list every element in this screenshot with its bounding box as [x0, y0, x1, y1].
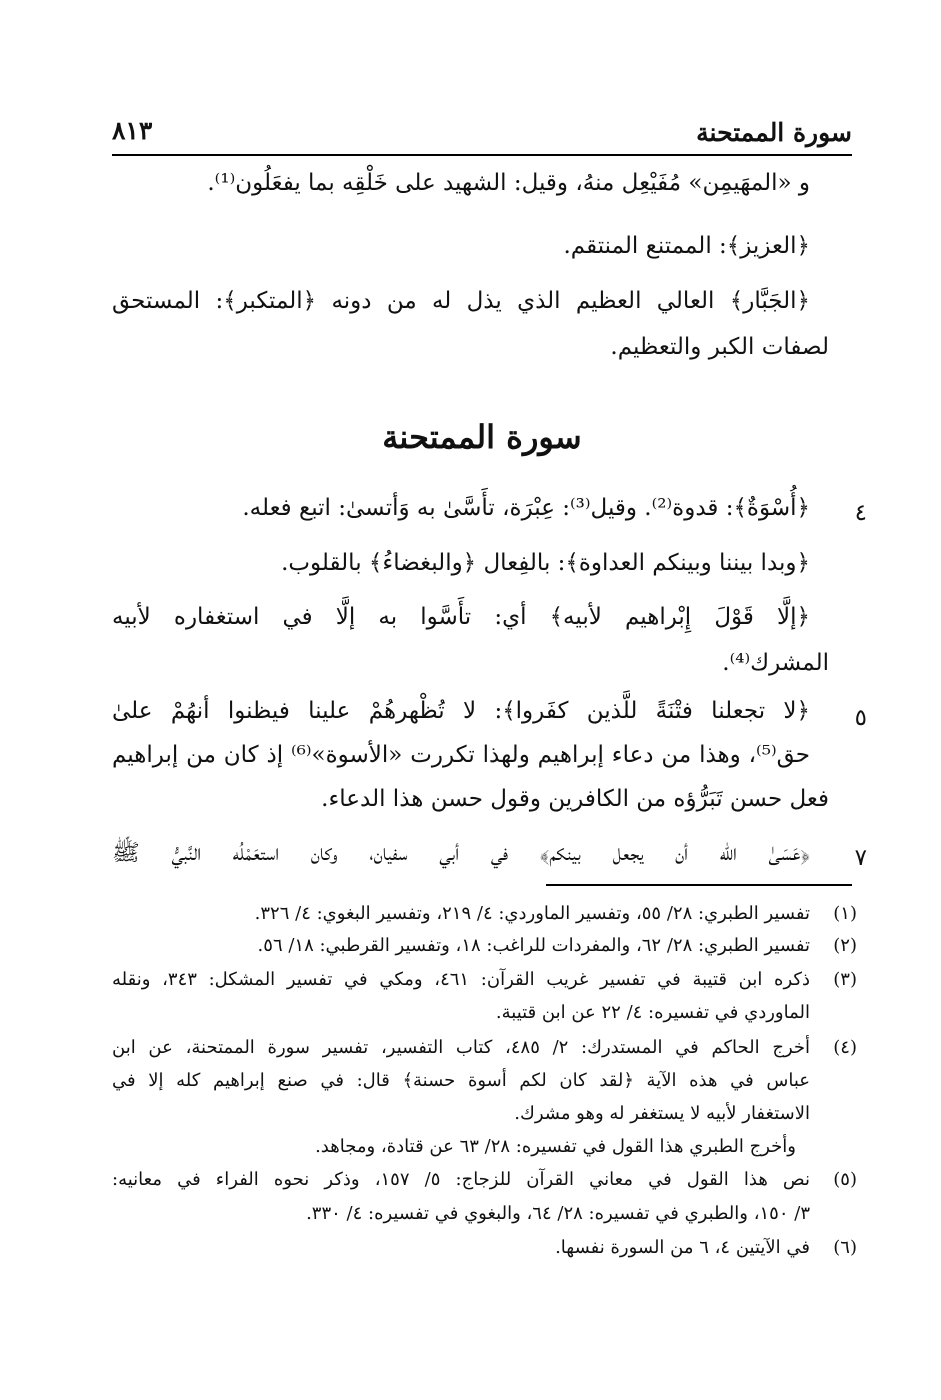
- footnote-line: الماوردي في تفسيره: ٤/ ٢٢ عن ابن قتيبة.: [495, 1002, 810, 1023]
- text-line: ﴿عَسَىٰ الله أن يجعل بينكم﴾ في أبي سفيان، وكان استعَمْلُه النَّبيُّ ﷺ: [112, 840, 810, 866]
- footnote-line: وأخرج الطبري هذا القول في تفسيره: ٢٨/ ٦٣ عن قتادة، ومجاهد.: [315, 1136, 796, 1157]
- text-line: ﴿أُسْوَةٌ﴾: قدوة⁽²⁾. وقيل⁽³⁾: عِبْرَة، تأَسَّىٰ به وَأتسىٰ: اتبع فعله.: [242, 495, 810, 521]
- footnote-line: الاستغفار لأبيه لا يستغفر له وهو مشرك.: [514, 1103, 810, 1124]
- footnote-line: ذكره ابن قتيبة في تفسير غريب القرآن: ٤٦١، ومكي في تفسير المشكل: ٣٤٣، ونقله: [112, 969, 810, 990]
- footnote-line: تفسير الطبري: ٢٨/ ٦٢، والمفردات للراغب: ١٨، وتفسير القرطبي: ١٨/ ٥٦.: [257, 935, 810, 956]
- footnote-line: نص هذا القول في معاني القرآن للزجاج: ٥/ ١٥٧، وذكر نحوه الفراء في معانيه:: [112, 1169, 810, 1190]
- page-number: ٨١٣: [112, 116, 153, 145]
- footnote-line: أخرج الحاكم في المستدرك: ٢/ ٤٨٥، كتاب التفسير، تفسير سورة الممتحنة، عن ابن: [112, 1037, 811, 1058]
- text-line: لصفات الكبر والتعظيم.: [610, 334, 829, 360]
- running-header: [112, 112, 852, 152]
- footnote-line: في الآيتين ٤، ٦ من السورة نفسها.: [555, 1237, 810, 1258]
- footnote-number: (٥): [833, 1169, 857, 1190]
- footnote-number: (٦): [833, 1237, 857, 1258]
- text-line: ﴿إلَّا قَوْلَ إِبْراهيم لأبيه﴾ أي: تأَسَّوا به إلَّا في استغفاره لأبيه: [112, 604, 810, 630]
- verse-number: ٥: [854, 705, 867, 731]
- footnote-number: (١): [833, 903, 857, 924]
- text-line: ﴿وبدا بيننا وبينكم العداوة﴾: بالفِعال ﴿والبغضاءُ﴾ بالقلوب.: [281, 550, 810, 576]
- footnote-number: (٣): [833, 969, 857, 990]
- header-rule: [112, 154, 852, 156]
- text-line: ﴿العزيز﴾: الممتنع المنتقم.: [563, 233, 810, 259]
- text-line: ﴿الجَبَّار﴾ العالي العظيم الذي يذل له من دونه ﴿المتكبر﴾: المستحق: [112, 288, 810, 314]
- surah-title: سورة الممتحنة: [382, 418, 582, 456]
- footnote-number: (٢): [833, 935, 857, 956]
- footnote-number: (٤): [833, 1037, 857, 1058]
- text-line: ﴿لا تجعلنا فتْنَةً للَّذين كفَروا﴾: لا تُظْهرهُمْ علينا فيظنوا أنهُمْ علىٰ: [112, 698, 810, 724]
- footnote-line: تفسير الطبري: ٢٨/ ٥٥، وتفسير الماوردي: ٤/ ٢١٩، وتفسير البغوي: ٤/ ٣٢٦.: [254, 903, 810, 924]
- text-line: المشرك⁽⁴⁾.: [722, 650, 829, 676]
- footnote-separator: [546, 884, 852, 886]
- text-line: حق⁽⁵⁾، وهذا من دعاء إبراهيم ولهذا تكررت «الأسوة»⁽⁶⁾ إذ كان من إبراهيم: [112, 742, 810, 768]
- running-title: سورة الممتحنة: [696, 118, 852, 147]
- text-line: و «المهَيمِن» مُفَيْعِل منهُ، وقيل: الشهيد على خَلْقِه بما يفعَلُون⁽¹⁾.: [207, 170, 810, 196]
- footnote-line: عباس في هذه الآية ﴿لقد كان لكم أسوة حسنة﴾ قال: في صنع إبراهيم كله إلا في: [112, 1070, 810, 1091]
- text-line: فعل حسن تَبَرُّؤه من الكافرين وقول حسن هذا الدعاء.: [321, 786, 829, 812]
- verse-number: ٧: [854, 845, 867, 871]
- verse-number: ٤: [854, 500, 867, 526]
- footnote-line: ٣/ ١٥٠، والطبري في تفسيره: ٢٨/ ٦٤، والبغوي في تفسيره: ٤/ ٣٣٠.: [306, 1203, 810, 1224]
